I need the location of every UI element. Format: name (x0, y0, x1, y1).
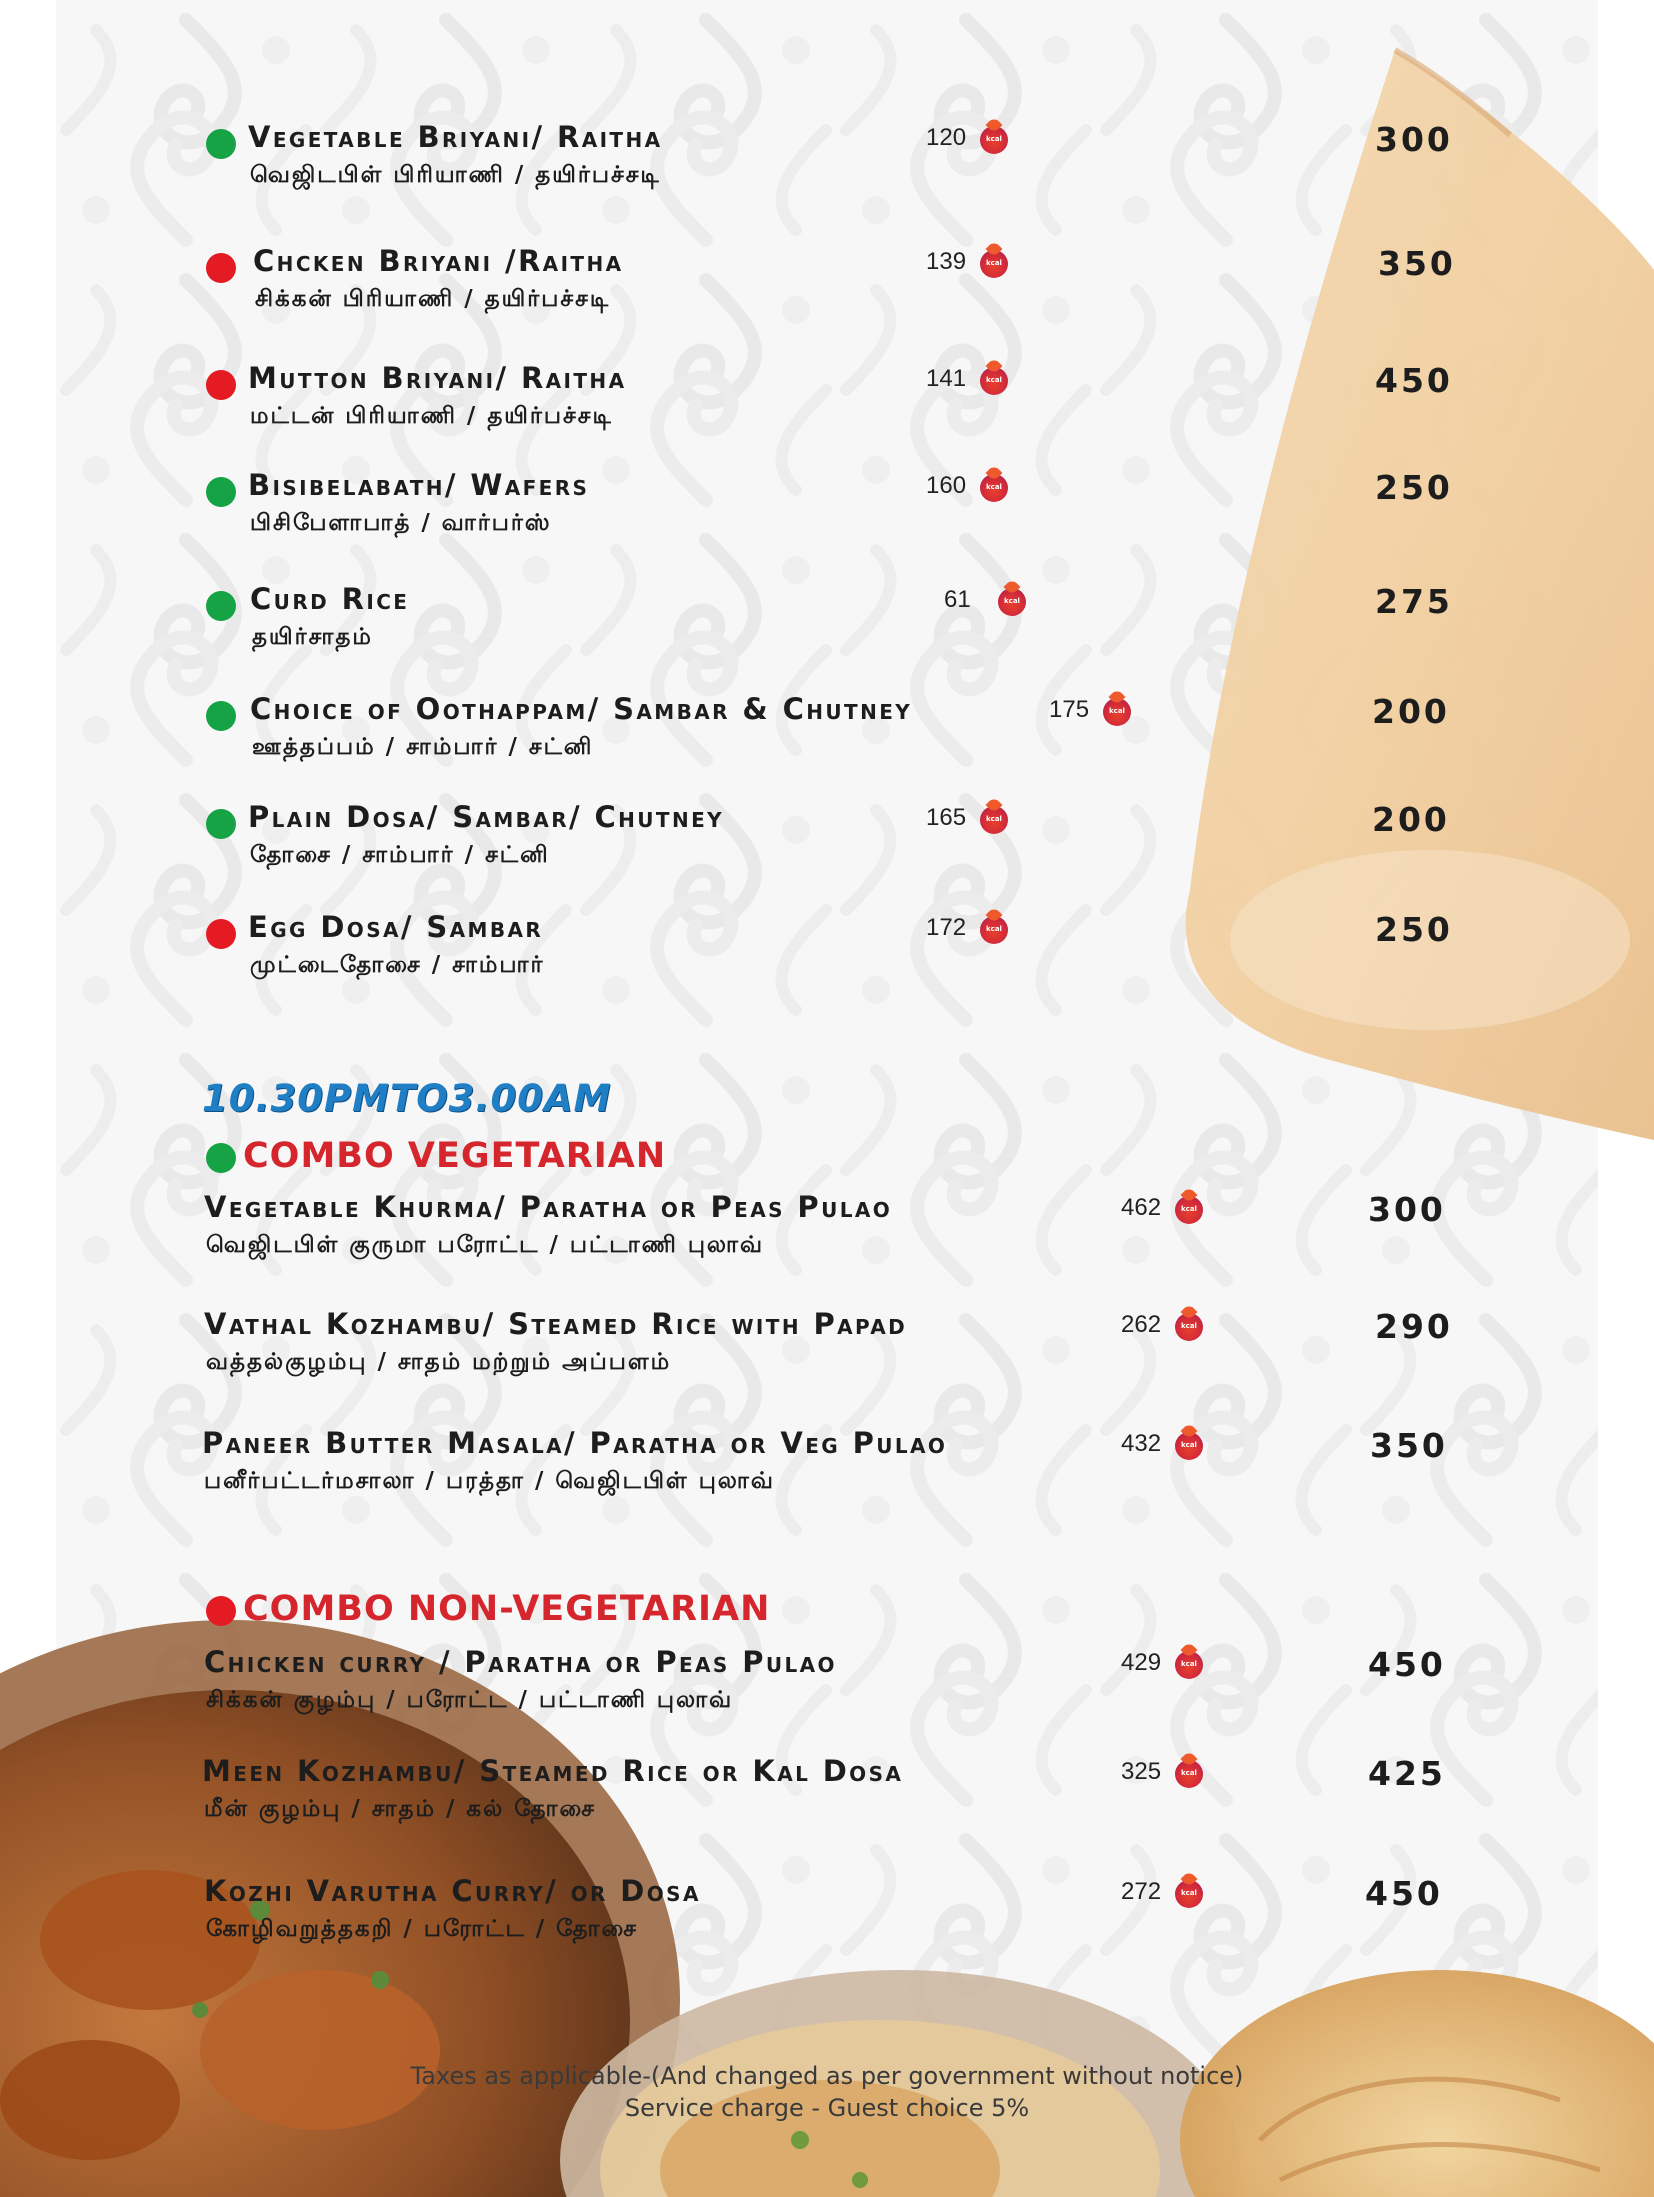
menu-item-tamil-name: தோசை / சாம்பார் / சட்னி (250, 842, 550, 868)
kcal-flame-icon (1175, 1313, 1203, 1341)
menu-item-price: 425 (1368, 1754, 1446, 1793)
menu-item (0, 1190, 1654, 1280)
kcal-icon-label: kcal (986, 135, 1002, 143)
menu-item-tamil-name: முட்டைதோசை / சாம்பார் (250, 952, 545, 978)
menu-item-calories: 139 (926, 248, 967, 275)
menu-item-price: 300 (1375, 120, 1453, 159)
veg-indicator-dot (206, 1143, 236, 1173)
kcal-icon-label: kcal (986, 259, 1002, 267)
menu-item-name: Vegetable Briyani/ Raitha (248, 120, 663, 154)
kcal-flame-icon (980, 250, 1008, 278)
menu-item (0, 692, 1654, 782)
kcal-flame-icon (980, 916, 1008, 944)
time-heading: 10.30PMTO3.00AM (202, 1077, 612, 1120)
menu-item-name: Plain Dosa/ Sambar/ Chutney (248, 800, 725, 834)
nonveg-indicator-dot (206, 1596, 236, 1626)
menu-item-calories: 175 (1049, 696, 1090, 723)
menu-item-name: Meen Kozhambu/ Steamed Rice or Kal Dosa (202, 1754, 904, 1788)
kcal-icon-label: kcal (986, 483, 1002, 491)
menu-item-calories: 262 (1121, 1311, 1162, 1338)
menu-item-calories: 272 (1121, 1878, 1162, 1905)
menu-item-name: Vegetable Khurma/ Paratha or Peas Pulao (204, 1190, 893, 1224)
footer-service-charge-note: Service charge - Guest choice 5% (624, 2094, 1030, 2122)
kcal-icon-label: kcal (1181, 1205, 1197, 1213)
menu-item-price: 250 (1375, 910, 1453, 949)
menu-item-tamil-name: வெஜிடபிள் குருமா பரோட்ட / பட்டாணி புலாவ் (206, 1232, 765, 1258)
kcal-flame-icon (980, 367, 1008, 395)
kcal-icon-label: kcal (1004, 597, 1020, 605)
menu-item (0, 582, 1654, 672)
combo-vegetarian-heading: COMBO VEGETARIAN (243, 1136, 667, 1176)
menu-item (0, 910, 1654, 1000)
menu-item-tamil-name: பிசிபேளாபாத் / வார்பர்ஸ் (250, 510, 552, 536)
menu-item-calories: 160 (926, 472, 967, 499)
nonveg-indicator-dot (206, 370, 236, 400)
menu-item (0, 1307, 1654, 1397)
kcal-icon-label: kcal (986, 376, 1002, 384)
menu-item-price: 450 (1365, 1874, 1443, 1913)
menu-item-tamil-name: சிக்கன் குழம்பு / பரோட்ட / பட்டாணி புலாவ் (206, 1687, 734, 1713)
menu-item-name: Bisibelabath/ Wafers (248, 468, 590, 502)
veg-indicator-dot (206, 129, 236, 159)
footer-taxes-note: Taxes as applicable-(And changed as per government without notice) (410, 2062, 1244, 2090)
kcal-flame-icon (980, 126, 1008, 154)
kcal-icon-label: kcal (1181, 1889, 1197, 1897)
menu-item-calories: 462 (1121, 1194, 1162, 1221)
menu-item-calories: 165 (926, 804, 967, 831)
menu-item (0, 120, 1654, 210)
menu-item-tamil-name: கோழிவறுத்தகறி / பரோட்ட / தோசை (206, 1916, 639, 1942)
combo-nonvegetarian-heading: COMBO NON-VEGETARIAN (243, 1589, 771, 1629)
menu-item-tamil-name: ஊத்தப்பம் / சாம்பார் / சட்னி (252, 734, 594, 760)
menu-item-calories: 429 (1121, 1649, 1162, 1676)
menu-item-name: Chcken Briyani /Raitha (253, 244, 624, 278)
menu-item (0, 361, 1654, 451)
menu-item (0, 468, 1654, 558)
menu-item-calories: 120 (926, 124, 967, 151)
menu-item (0, 1645, 1654, 1735)
kcal-flame-icon (1175, 1651, 1203, 1679)
veg-indicator-dot (206, 701, 236, 731)
menu-item-tamil-name: வத்தல்குழம்பு / சாதம் மற்றும் அப்பளம் (206, 1349, 672, 1375)
menu-item-price: 350 (1378, 244, 1456, 283)
menu-item-price: 250 (1375, 468, 1453, 507)
veg-indicator-dot (206, 809, 236, 839)
menu-item (0, 244, 1654, 334)
menu-item-name: Chicken curry / Paratha or Peas Pulao (204, 1645, 837, 1679)
menu-item-tamil-name: சிக்கன் பிரியாணி / தயிர்பச்சடி (255, 286, 611, 312)
menu-item (0, 1874, 1654, 1964)
kcal-flame-icon (998, 588, 1026, 616)
menu-item-tamil-name: பனீர்பட்டர்மசாலா / பரத்தா / வெஜிடபிள் புலாவ் (204, 1468, 775, 1494)
kcal-flame-icon (1175, 1760, 1203, 1788)
menu-item-price: 450 (1368, 1645, 1446, 1684)
menu-item-calories: 61 (944, 586, 971, 613)
menu-item-tamil-name: மீன் குழம்பு / சாதம் / கல் தோசை (204, 1796, 597, 1822)
kcal-flame-icon (1175, 1196, 1203, 1224)
kcal-flame-icon (1175, 1880, 1203, 1908)
menu-item-price: 290 (1375, 1307, 1453, 1346)
kcal-icon-label: kcal (1109, 707, 1125, 715)
menu-item-name: Egg Dosa/ Sambar (248, 910, 544, 944)
menu-item-tamil-name: தயிர்சாதம் (252, 624, 373, 650)
menu-item-tamil-name: மட்டன் பிரியாணி / தயிர்பச்சடி (250, 403, 613, 429)
menu-item-calories: 432 (1121, 1430, 1162, 1457)
menu-item-price: 350 (1370, 1426, 1448, 1465)
menu-item-tamil-name: வெஜிடபிள் பிரியாணி / தயிர்பச்சடி (250, 162, 661, 188)
kcal-flame-icon (1103, 698, 1131, 726)
menu-item-calories: 141 (926, 365, 967, 392)
menu-item-price: 300 (1368, 1190, 1446, 1229)
menu-item-name: Curd Rice (250, 582, 410, 616)
menu-item (0, 1754, 1654, 1844)
menu-item (0, 1426, 1654, 1516)
menu-item-name: Paneer Butter Masala/ Paratha or Veg Pulao (202, 1426, 948, 1460)
menu-item-name: Vathal Kozhambu/ Steamed Rice with Papad (204, 1307, 908, 1341)
kcal-icon-label: kcal (1181, 1441, 1197, 1449)
menu-item-price: 200 (1372, 800, 1450, 839)
menu-item-calories: 172 (926, 914, 967, 941)
kcal-flame-icon (980, 474, 1008, 502)
nonveg-indicator-dot (206, 919, 236, 949)
kcal-icon-label: kcal (986, 815, 1002, 823)
veg-indicator-dot (206, 591, 236, 621)
menu-item-name: Mutton Briyani/ Raitha (248, 361, 627, 395)
menu-item-calories: 325 (1121, 1758, 1162, 1785)
kcal-flame-icon (1175, 1432, 1203, 1460)
nonveg-indicator-dot (206, 253, 236, 283)
kcal-icon-label: kcal (1181, 1660, 1197, 1668)
kcal-icon-label: kcal (1181, 1322, 1197, 1330)
kcal-icon-label: kcal (986, 925, 1002, 933)
kcal-icon-label: kcal (1181, 1769, 1197, 1777)
veg-indicator-dot (206, 477, 236, 507)
menu-item-price: 275 (1375, 582, 1453, 621)
menu-item (0, 800, 1654, 890)
menu-item-price: 450 (1375, 361, 1453, 400)
menu-item-name: Kozhi Varutha Curry/ or Dosa (204, 1874, 701, 1908)
kcal-flame-icon (980, 806, 1008, 834)
menu-item-name: Choice of Oothappam/ Sambar & Chutney (250, 692, 913, 726)
menu-item-price: 200 (1372, 692, 1450, 731)
